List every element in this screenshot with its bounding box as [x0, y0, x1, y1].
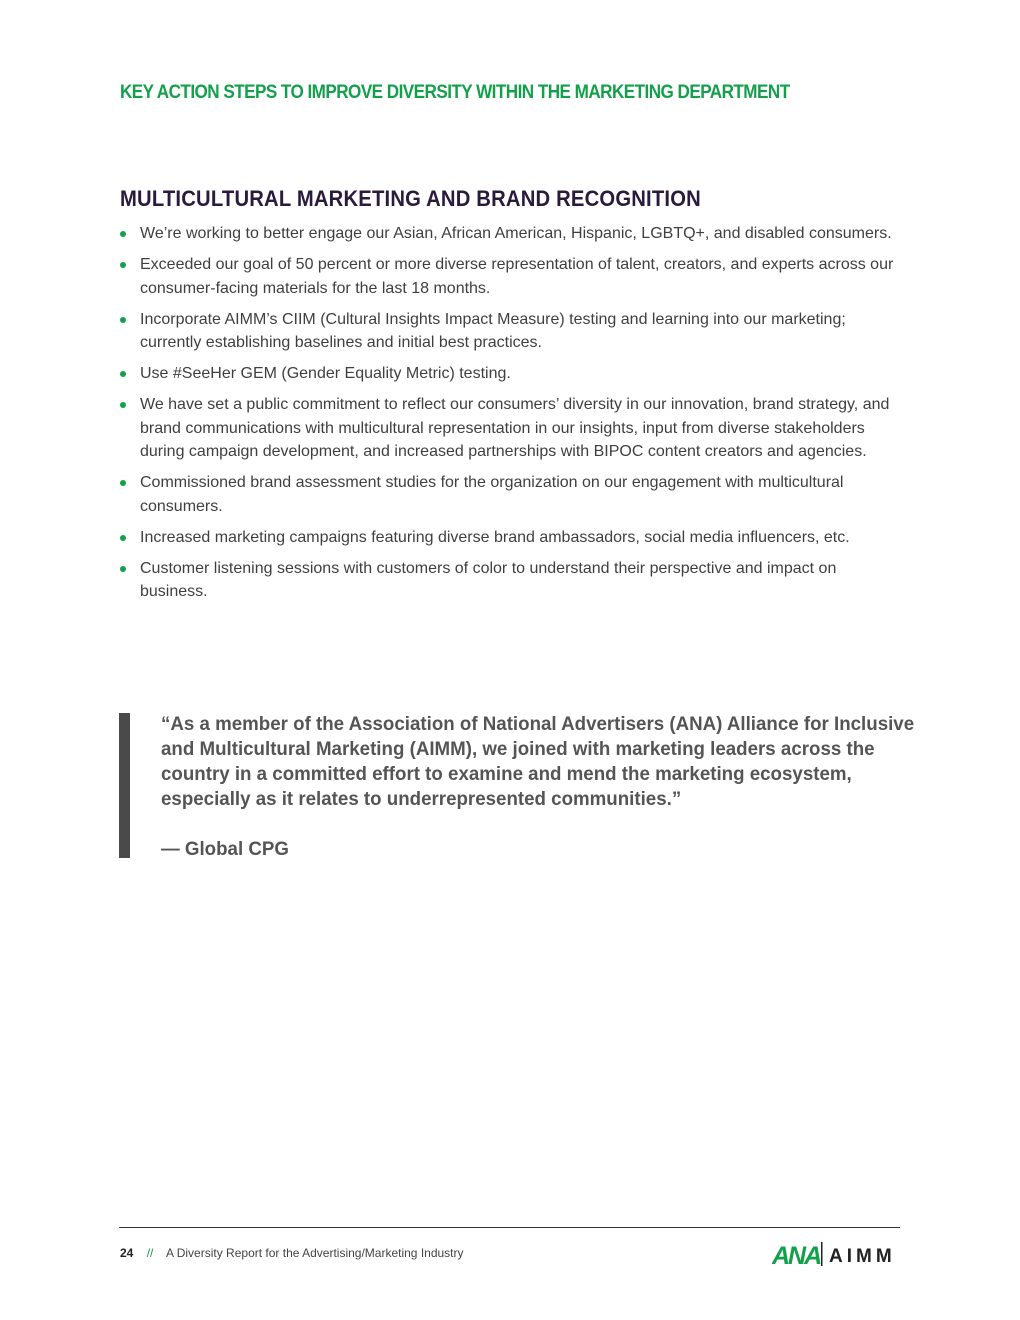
bullet-list	[120, 222, 900, 611]
bullet-dot-icon	[120, 402, 126, 408]
bullet-dot-icon	[120, 317, 126, 323]
footer-separator: //	[146, 1246, 154, 1260]
footer-divider	[119, 1227, 900, 1228]
bullet-text: Increased marketing campaigns featuring diverse brand ambassadors, social media influencers, etc.	[140, 528, 850, 546]
bullet-text: Incorporate AIMM’s CIIM (Cultural Insights Impact Measure) testing and learning into our marketing; currently establishing baselines and initial best practices.	[140, 310, 846, 351]
footer-text	[120, 1246, 464, 1260]
logo-divider	[821, 1242, 823, 1266]
bullet-dot-icon	[120, 262, 126, 268]
ana-aimm-logo	[772, 1238, 896, 1270]
report-title: A Diversity Report for the Advertising/Marketing Industry	[166, 1246, 464, 1260]
bullet-dot-icon	[120, 371, 126, 377]
pull-quote: “As a member of the Association of National Advertisers (ANA) Alliance for Inclusive and Multicultural Marketing (AIMM), we joined with marketing leaders across the country in a committed effort to examine and mend the marketing ecosystem, especially as it relates to underrepresented communities.”	[161, 713, 915, 810]
logo-aimm-text: AIMM	[829, 1246, 896, 1267]
page-number: 24	[120, 1246, 134, 1260]
list-item	[120, 362, 900, 386]
list-item	[120, 471, 900, 518]
bullet-text: Exceeded our goal of 50 percent or more diverse representation of talent, creators, and experts across our consumer-facing materials for the last 18 months.	[140, 256, 894, 297]
bullet-dot-icon	[120, 231, 126, 237]
bullet-text: Use #SeeHer GEM (Gender Equality Metric) testing.	[140, 365, 511, 382]
list-item	[120, 253, 900, 300]
list-item	[120, 308, 900, 355]
list-item	[120, 557, 900, 604]
logo-ana-text: ANA	[772, 1242, 821, 1270]
bullet-text: We’re working to better engage our Asian, African American, Hispanic, LGBTQ+, and disabled consumers.	[140, 225, 892, 242]
bullet-dot-icon	[120, 480, 126, 486]
list-item	[120, 526, 900, 550]
bullet-dot-icon	[120, 566, 126, 572]
section-title: MULTICULTURAL MARKETING AND BRAND RECOGNITION	[120, 186, 701, 211]
quote-bar	[119, 713, 130, 858]
section-kicker: KEY ACTION STEPS TO IMPROVE DIVERSITY WITHIN THE MARKETING DEPARTMENT	[120, 82, 790, 103]
bullet-text: Commissioned brand assessment studies for the organization on our engagement with multicultural consumers.	[140, 474, 844, 515]
bullet-text: Customer listening sessions with customers of color to understand their perspective and impact on business.	[140, 559, 837, 600]
list-item	[120, 222, 900, 246]
bullet-text: We have set a public commitment to reflect our consumers’ diversity in our innovation, brand strategy, and brand communications with multicultural representation in our insights, input from diverse stakeholders during campaign development, and increased partnerships with BIPOC content creators and agencies.	[140, 396, 890, 460]
bullet-dot-icon	[120, 535, 126, 541]
list-item	[120, 393, 900, 464]
quote-attribution: — Global CPG	[161, 838, 289, 860]
